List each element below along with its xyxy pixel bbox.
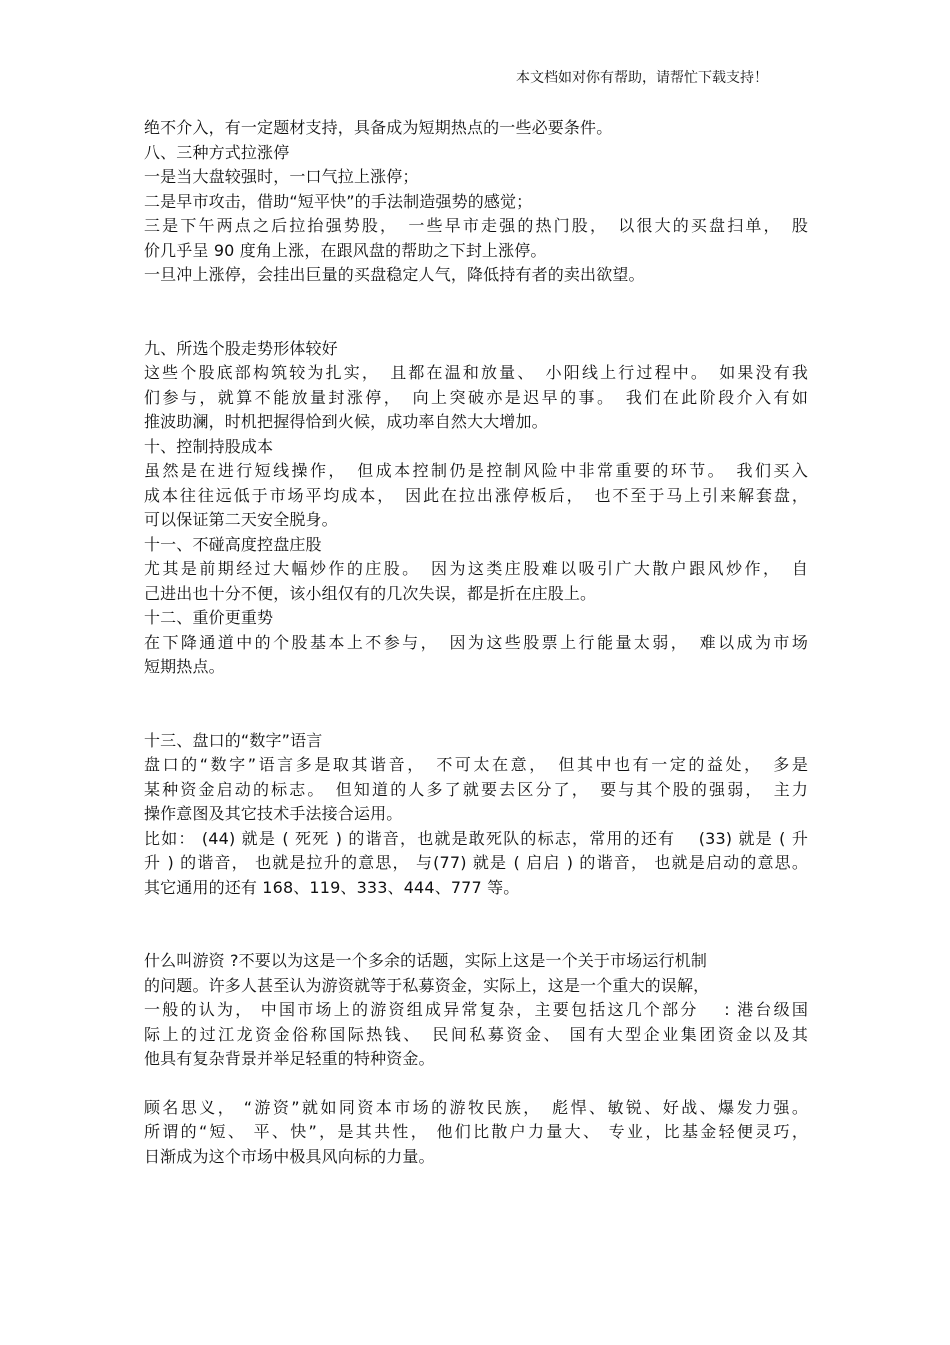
section-13-line-3: 操作意图及其它技术手法接合运用。 (144, 804, 403, 823)
section-11-heading: 十一、不碰高度控盘庄股 (144, 534, 322, 554)
section-10-line-2: 成本往往远低于市场平均成本， 因此在拉出涨停板后， 也不至于马上引来解套盘， (144, 485, 808, 505)
section-10-line-1: 虽然是在进行短线操作， 但成本控制仍是控制风险中非常重要的环节。 我们买入 (144, 461, 808, 480)
header-download-note: 本文档如对你有帮助，请帮忙下载支持！ (516, 70, 768, 86)
section-9-line-3: 推波助澜，时机把握得恰到火候，成功率自然大大增加。 (144, 412, 548, 431)
document-body (144, 116, 808, 1169)
section-10-line-3: 可以保证第二天安全脱身。 (144, 510, 338, 529)
section-12-line-1: 在下降通道中的个股基本上不参与， 因为这些股票上行能量太弱， 难以成为市场 (144, 632, 808, 652)
nomad-line-2: 所谓的“短、 平、快”，是其共性， 他们比散户力量大、 专业，比基金轻便灵巧， (144, 1122, 808, 1141)
paragraph-gap (144, 680, 808, 729)
section-13-line-4: 比如： (44) 就是 ( 死死 ) 的谐音，也就是敢死队的标志，常用的还有 (33) 就是 ( 升 (144, 828, 808, 848)
section-13-line-6: 其它通用的还有 168、119、333、444、777 等。 (144, 877, 520, 897)
section-8-line-5: 一旦冲上涨停，会挂出巨量的买盘稳定人气，降低持有者的卖出欲望。 (144, 265, 645, 284)
hot-money-line-4: 际上的过江龙资金俗称国际热钱、 民间私募资金、 国有大型企业集团资金以及其 (144, 1024, 808, 1044)
section-13-line-5: 升 ) 的谐音， 也就是拉升的意思， 与(77) 就是 ( 启启 ) 的谐音， 也就是启动的意思。 (144, 853, 808, 872)
section-8-line-3: 三是下午两点之后拉抬强势股， 一些早市走强的热门股， 以很大的买盘扫单， 股 (144, 216, 808, 235)
section-11-line-1: 尤其是前期经过大幅炒作的庄股。 因为这类庄股难以吸引广大散户跟风炒作， 自 (144, 559, 808, 578)
nomad-line-1: 顾名思义， “游资”就如同资本市场的游牧民族， 彪悍、敏锐、好战、爆发力强。 (144, 1097, 808, 1117)
paragraph-gap (144, 1072, 808, 1096)
paragraph-gap (144, 900, 808, 949)
paragraph-gap (144, 288, 808, 337)
nomad-line-3: 日渐成为这个市场中极具风向标的力量。 (144, 1146, 435, 1166)
section-9-line-2: 们参与，就算不能放量封涨停， 向上突破亦是迟早的事。 我们在此阶段介入有如 (144, 387, 808, 407)
section-11-line-2: 己进出也十分不便，该小组仅有的几次失误，都是折在庄股上。 (144, 583, 597, 603)
section-8-heading: 八、三种方式拉涨停 (144, 142, 290, 162)
section-8-line-2: 二是早市攻击，借助“短平快”的手法制造强势的感觉； (144, 191, 533, 211)
section-13-line-2: 某种资金启动的标志。 但知道的人多了就要去区分了， 要与其个股的强弱， 主力 (144, 779, 808, 799)
section-9-line-1: 这些个股底部构筑较为扎实， 且都在温和放量、 小阳线上行过程中。 如果没有我 (144, 363, 808, 382)
hot-money-line-5: 他具有复杂背景并举足轻重的特种资金。 (144, 1049, 435, 1068)
section-10-heading: 十、控制持股成本 (144, 436, 274, 456)
section-8-line-4: 价几乎呈 90 度角上涨，在跟风盘的帮助之下封上涨停。 (144, 240, 547, 260)
section-12-heading: 十二、重价更重势 (144, 608, 274, 627)
hot-money-line-1: 什么叫游资 ?不要以为这是一个多余的话题，实际上这是一个关于市场运行机制 (144, 951, 707, 970)
section-9-heading: 九、所选个股走势形体较好 (144, 338, 338, 358)
section-12-line-2: 短期热点。 (144, 657, 225, 676)
intro-line: 绝不介入，有一定题材支持，具备成为短期热点的一些必要条件。 (144, 118, 613, 137)
section-8-line-1: 一是当大盘较强时，一口气拉上涨停； (144, 167, 419, 186)
hot-money-line-2: 的问题。许多人甚至认为游资就等于私募资金，实际上，这是一个重大的误解， (144, 975, 710, 995)
section-13-heading: 十三、盘口的“数字”语言 (144, 730, 323, 750)
hot-money-line-3: 一般的认为， 中国市场上的游资组成异常复杂，主要包括这几个部分 : 港台级国 (144, 1000, 808, 1019)
section-13-line-1: 盘口的“数字”语言多是取其谐音， 不可太在意， 但其中也有一定的益处， 多是 (144, 755, 808, 774)
